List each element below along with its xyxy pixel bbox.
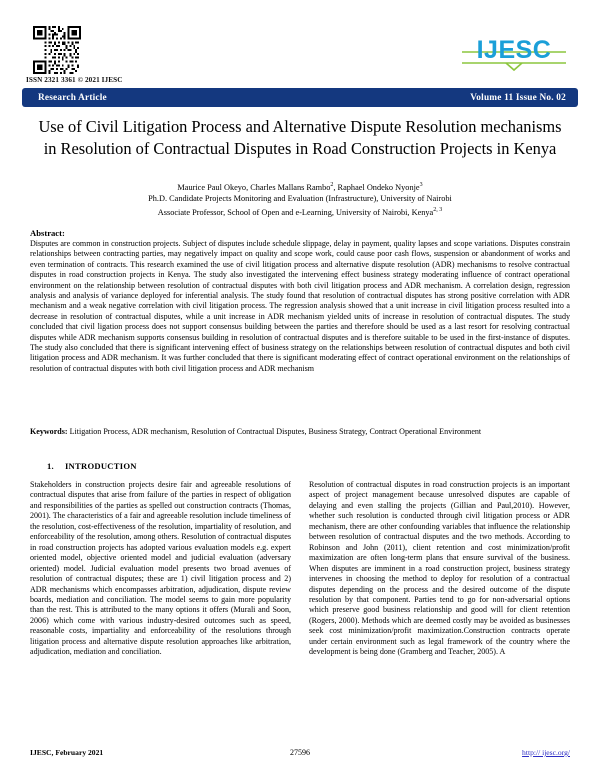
article-banner bbox=[22, 88, 578, 107]
keywords-values: Litigation Process, ADR mechanism, Resolution of Contractual Disputes, Business Strategy, Contract Operational Environment bbox=[67, 427, 482, 436]
abstract-text: Disputes are common in construction projects. Subject of disputes include schedule slippage, delay in payment, quality lapses and scope variations. Disputes constrain relationships between contracting parties, may negatively impact on quality and scope work, could cause poor cash flows, suspension or abandonment of works and even termination of contracts. This research examined the use of civil litigation process and alternative dispute resolution (ADR) mechanisms to resolve contractual disputes in road construction projects in Kenya. The study also investigated the intervening effect business strategy moderating influence of contract operational environment on the relationship between resolution of contractual disputes with both civil litigation process and ADR mechanism. A correlation design, regression analysis and analysis of variance deployed for inferential analysis. The study found that resolution of contractual disputes has strong positive correlation with ADR mechanism and a weak negative correlation with civil litigation process. The regression analysis showed that a unit increase in civil litigation process resulted into a decrease in resolution of contractual disputes, while a unit increase in ADR mechanism yielded units of increase in resolution of contractual disputes. The study concluded that civil ligation process does not support consensus building between the parties and therefore should be used as a last resort for resolving contractual disputes while ADR mechanism supports consensus building in resolution of contractual disputes and is therefore suitable to be used in the first-instance of disputes. The study also concluded that there is significant intervening effect of business strategy on the relationships between resolution of contractual disputes and both civil litigation process and ADR mechanism. It was further concluded that there is significant moderating effect of contract operational environment on the relationships of resolution of contractual disputes with both civil litigation process and ADR mechanism bbox=[30, 239, 570, 373]
author-sup-2: 3 bbox=[419, 182, 423, 188]
keywords-text bbox=[30, 427, 570, 438]
affiliation-line-1: Ph.D. Candidate Projects Monitoring and Evaluation (Infrastructure), University of Nairobi bbox=[148, 194, 452, 204]
section-heading-introduction bbox=[47, 461, 137, 471]
author-sup-1: 2 bbox=[330, 182, 334, 188]
footer-journal-date: IJESC, February 2021 bbox=[30, 748, 104, 757]
svg-text:IJESC: IJESC bbox=[476, 36, 552, 64]
page-footer bbox=[30, 748, 570, 757]
body-columns bbox=[30, 480, 570, 658]
affiliation-sup: 2, 3 bbox=[433, 206, 443, 213]
author-names-prefix: Maurice Paul Okeyo, Charles Mallans Rambo bbox=[177, 182, 331, 192]
footer-website-link[interactable]: http:// ijesc.org/ bbox=[522, 748, 570, 757]
section-title: INTRODUCTION bbox=[64, 461, 137, 471]
abstract-block bbox=[30, 228, 570, 374]
authors-block bbox=[34, 180, 566, 218]
article-type-label: Research Article bbox=[38, 92, 107, 103]
qr-code-icon bbox=[33, 26, 81, 74]
body-column-right bbox=[309, 480, 570, 658]
affiliation-line-2 bbox=[34, 205, 566, 218]
affiliation-line-2-text: Associate Professor, School of Open and e-Learning, University of Nairobi, Kenya bbox=[157, 207, 434, 217]
section-number: 1. bbox=[47, 461, 54, 471]
footer-page-number: 27596 bbox=[290, 748, 310, 757]
qr-code-block bbox=[33, 26, 83, 74]
issn-line: ISSN 2321 3361 © 2021 IJESC bbox=[26, 76, 123, 84]
ijesc-logo-icon bbox=[454, 30, 574, 76]
volume-issue-label: Volume 11 Issue No. 02 bbox=[470, 92, 566, 103]
title-block bbox=[34, 116, 566, 160]
author-names-mid: , Raphael Ondeko Nyonje bbox=[333, 182, 420, 192]
paragraph: Resolution of contractual disputes in road construction projects is an important aspect of project management because unresolved disputes are capable of delaying and even stalling the projects (Gillian and Paul,2010). However, whether such resolution is conducted through civil litigation process or ADR mechanism, there are other confounding variables that influence the relationship between resolution of contractual disputes and the two methods. According to Robinson and John (2011), client retention and cost minimization/profit maximization are often long-term plans that ensure survival of the business. When disputes are imminent in a road construction project, business strategy intervenes in choosing the method to deploy for resolution of a contractual disputes depending on the process and the desired outcome of the dispute resolution by that component. Parties tend to go for non-adversarial options which preserve good business relationship and good will for client retention (Rogers, 2000). Methods which are deemed costly may be avoided as businesses seek cost minimization/profit maximization.Construction contracts operate under certain environment such as legal framework of the country where the development is being done (Gramberg and Teacher, 2005). A bbox=[309, 480, 570, 657]
page-title: Use of Civil Litigation Process and Alternative Dispute Resolution mechanisms in Resolution of Contractual Disputes in Road Construction Projects in Kenya bbox=[38, 117, 562, 158]
body-column-left bbox=[30, 480, 291, 658]
masthead bbox=[0, 0, 600, 82]
author-names bbox=[34, 180, 566, 193]
paragraph: Stakeholders in construction projects desire fair and agreeable resolutions of contractual disputes that arise from failure of the parties in respect of obligation and responsibilities of the parties as spelled out construction contracts (Thomas, 2001). The characteristics of a fair and agreeable resolution include timeliness of the resolution, cost-effectiveness of the resolution, impartiality of resolution, and enforceability of the resolution, among others. Resolution of contractual disputes in road construction projects has adopted various evaluation models e.g. expert oriented model, objective oriented model and judicial evaluation (adversary oriented) model. Judicial evaluation model presents two broad avenues of resolution of contractual disputes; these are 1) civil litigation process and 2) ADR mechanisms which encompasses arbitration, adjudication, dispute review boards, mediation and conciliation. The model seems to gain more popularity than the rest. This is attributed to the many options it offers (Murali and Soon, 2006) which come with various industry-desired outcomes such as speed, reasonable costs, impartiality and enforceability of the resolutions through litigation process and alternative dispute resolution approaches like arbitration, adjudication, mediation and conciliation. bbox=[30, 480, 291, 657]
abstract-label: Abstract: bbox=[30, 228, 65, 238]
keywords-block bbox=[30, 427, 570, 438]
keywords-label: Keywords: bbox=[30, 427, 68, 436]
journal-logo bbox=[454, 30, 574, 76]
